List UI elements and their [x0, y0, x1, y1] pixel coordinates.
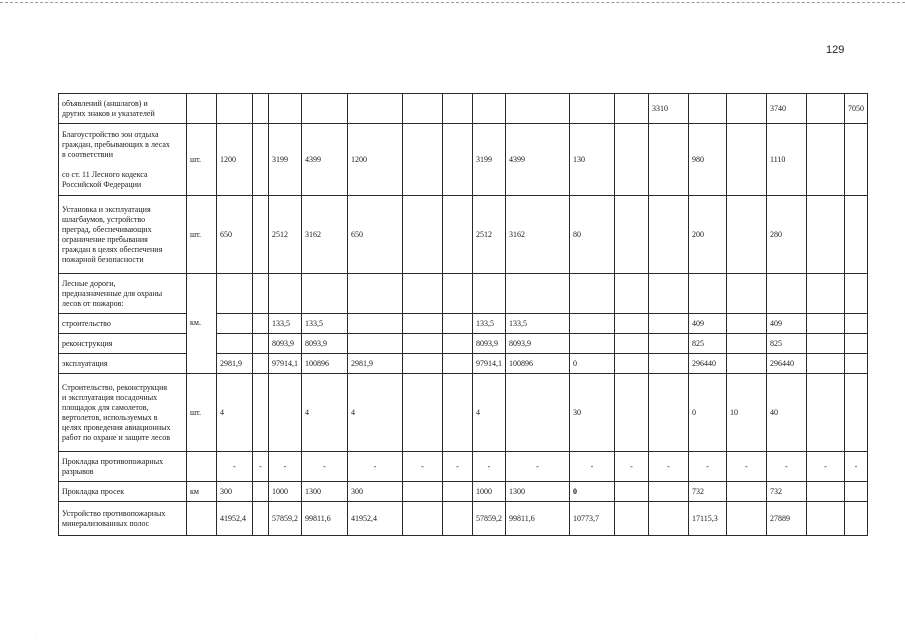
table-cell: 650 [348, 196, 403, 274]
row-label-line: объявлений (аншлагов) и [62, 98, 148, 108]
table-cell: 300 [217, 482, 253, 502]
table-cell: 2512 [269, 196, 302, 274]
table-cell: - [348, 452, 403, 482]
row-label-line: преград, обеспечивающих [62, 224, 152, 234]
row-label-line: и эксплуатация посадочных [62, 392, 158, 402]
table-cell: - [506, 452, 570, 482]
row-label-line: разрывов [62, 466, 94, 476]
table-cell: 41952,4 [217, 502, 253, 536]
table-cell: 2512 [473, 196, 506, 274]
row-label [59, 274, 187, 314]
table-cell [649, 502, 689, 536]
table-cell: 7050 [845, 94, 868, 124]
table-cell [443, 374, 473, 452]
table-cell: 8093,9 [302, 334, 348, 354]
table-cell [187, 502, 217, 536]
table-cell: 650 [217, 196, 253, 274]
row-label-line: других знаков и указателей [62, 108, 155, 118]
table-cell: 1300 [506, 482, 570, 502]
table-cell: 97914,1 [269, 354, 302, 374]
table-cell [727, 314, 767, 334]
table-cell [348, 94, 403, 124]
row-label-line: Прокладка противопожарных [62, 456, 164, 466]
table-cell: 2981,9 [217, 354, 253, 374]
table-cell: - [570, 452, 615, 482]
table-cell [443, 314, 473, 334]
table-cell: - [302, 452, 348, 482]
table-cell: 732 [689, 482, 727, 502]
table-cell [845, 334, 868, 354]
table-cell [348, 314, 403, 334]
table-cell: шт. [187, 124, 217, 196]
table-cell [570, 274, 615, 314]
table-cell: 3162 [506, 196, 570, 274]
table-cell: 409 [689, 314, 727, 334]
table-cell: 4 [217, 374, 253, 452]
table-cell [807, 314, 845, 334]
row-label-line: вертолетов, используемых в [62, 412, 158, 422]
table-cell [269, 274, 302, 314]
row-label-line: в соответствии [62, 149, 113, 159]
table-cell: 3162 [302, 196, 348, 274]
table-cell [253, 482, 269, 502]
table-row [59, 274, 868, 314]
table-cell: 4399 [506, 124, 570, 196]
row-label-line: пожарной безопасности [62, 254, 144, 264]
table-cell: 97914,1 [473, 354, 506, 374]
row-label-line: предназначенные для охраны [62, 288, 163, 298]
table-cell [403, 314, 443, 334]
table-cell [615, 374, 649, 452]
table-cell [443, 94, 473, 124]
table-cell: - [217, 452, 253, 482]
row-label [59, 482, 187, 502]
row-label-line: ограничение пребывания [62, 234, 148, 244]
table-cell: - [727, 452, 767, 482]
page-number: 129 [826, 44, 845, 56]
page-top-border [0, 2, 905, 3]
table-cell: - [689, 452, 727, 482]
row-label-line: реконструкция [62, 338, 113, 348]
table-cell: 0 [570, 482, 615, 502]
table-cell: 200 [689, 196, 727, 274]
table-cell [506, 274, 570, 314]
table-cell: 27889 [767, 502, 807, 536]
table-cell [506, 374, 570, 452]
table-cell: - [443, 452, 473, 482]
row-label [59, 334, 187, 354]
table-cell [253, 354, 269, 374]
table-cell [845, 124, 868, 196]
row-label [59, 124, 187, 196]
table-cell [443, 196, 473, 274]
table-cell [845, 314, 868, 334]
table-cell [302, 94, 348, 124]
table-cell: 825 [689, 334, 727, 354]
table-cell [649, 124, 689, 196]
table-cell [403, 482, 443, 502]
table-cell [845, 274, 868, 314]
table-cell [807, 354, 845, 374]
row-label-line: строительство [62, 318, 111, 328]
table-cell [845, 354, 868, 374]
table-cell [807, 502, 845, 536]
row-label-line: эксплуатация [62, 358, 108, 368]
table-cell: - [845, 452, 868, 482]
table-cell: 1110 [767, 124, 807, 196]
table-cell [767, 274, 807, 314]
table-cell [727, 502, 767, 536]
table-cell [689, 94, 727, 124]
table-cell [473, 274, 506, 314]
table-cell [615, 482, 649, 502]
table-cell [253, 94, 269, 124]
table-cell [649, 354, 689, 374]
table-row [59, 452, 868, 482]
table-cell: 4 [302, 374, 348, 452]
table-cell: 980 [689, 124, 727, 196]
row-label-line: Прокладка просек [62, 486, 125, 496]
table-cell: 10 [727, 374, 767, 452]
table-cell: шт. [187, 196, 217, 274]
table-cell [727, 124, 767, 196]
table-cell [807, 274, 845, 314]
table-cell [727, 482, 767, 502]
table-cell [727, 196, 767, 274]
table-cell: 1000 [473, 482, 506, 502]
table-cell: 3310 [649, 94, 689, 124]
table-cell: 3199 [473, 124, 506, 196]
unit-cell: км. [187, 274, 217, 374]
table-cell [473, 94, 506, 124]
table-cell [649, 196, 689, 274]
table-cell [615, 196, 649, 274]
table-cell [253, 314, 269, 334]
table-cell [403, 274, 443, 314]
row-label [59, 502, 187, 536]
table-cell: 99811,6 [302, 502, 348, 536]
table-cell: 0 [689, 374, 727, 452]
row-label-line: Благоустройство зон отдыха [62, 129, 159, 139]
table-cell: 825 [767, 334, 807, 354]
row-label-line: Российской Федерации [62, 179, 142, 189]
table-cell [845, 196, 868, 274]
table-cell: 732 [767, 482, 807, 502]
table-cell [727, 94, 767, 124]
table-row [59, 124, 868, 196]
table-cell: 80 [570, 196, 615, 274]
row-label-line: граждан в целях обеспечения [62, 244, 163, 254]
row-label [59, 452, 187, 482]
table-cell [443, 334, 473, 354]
table-cell: 1200 [348, 124, 403, 196]
table-cell: - [253, 452, 269, 482]
table-cell [253, 274, 269, 314]
table-cell [253, 374, 269, 452]
table-cell: 1200 [217, 124, 253, 196]
forest-fire-measures-table [58, 93, 868, 536]
table-cell [187, 94, 217, 124]
table-row [59, 502, 868, 536]
table-cell [615, 502, 649, 536]
table-cell: 133,5 [506, 314, 570, 334]
table-cell: 100896 [302, 354, 348, 374]
table-cell [727, 274, 767, 314]
table-cell: 296440 [767, 354, 807, 374]
row-label-line: минерализованных полос [62, 518, 150, 528]
table-cell: 1300 [302, 482, 348, 502]
row-label-line: работ по охране и защите лесов [62, 432, 171, 442]
row-label-line: площадок для самолетов, [62, 402, 149, 412]
row-label-line: Установка и эксплуатация [62, 204, 151, 214]
table-cell [689, 274, 727, 314]
table-row [59, 354, 868, 374]
row-label-line: Устройство противопожарных [62, 508, 166, 518]
table-cell: 133,5 [302, 314, 348, 334]
table-cell [443, 482, 473, 502]
table-cell: 30 [570, 374, 615, 452]
row-label-line [62, 160, 183, 170]
table-row [59, 196, 868, 274]
table-cell: 2981,9 [348, 354, 403, 374]
row-label [59, 196, 187, 274]
row-label [59, 374, 187, 452]
table-cell [570, 314, 615, 334]
table-cell: 8093,9 [506, 334, 570, 354]
table-cell: 8093,9 [269, 334, 302, 354]
table-cell: 99811,6 [506, 502, 570, 536]
table-cell [403, 334, 443, 354]
row-label [59, 354, 187, 374]
table-row [59, 482, 868, 502]
table-cell: 10773,7 [570, 502, 615, 536]
row-label-line: Лесные дороги, [62, 278, 116, 288]
table-cell: 100896 [506, 354, 570, 374]
table-cell: 300 [348, 482, 403, 502]
table-cell [649, 274, 689, 314]
table-cell [807, 334, 845, 354]
table-cell [217, 274, 253, 314]
table-cell [269, 94, 302, 124]
table-cell [403, 94, 443, 124]
table-cell [649, 314, 689, 334]
table-cell: 280 [767, 196, 807, 274]
table-cell [443, 354, 473, 374]
table-cell: 17115,3 [689, 502, 727, 536]
table-cell [649, 334, 689, 354]
table-cell: 1000 [269, 482, 302, 502]
table-cell: 4 [348, 374, 403, 452]
table-cell: - [473, 452, 506, 482]
table-cell [217, 314, 253, 334]
table-cell [570, 94, 615, 124]
table-cell: - [615, 452, 649, 482]
table-row [59, 94, 868, 124]
table-cell: 3740 [767, 94, 807, 124]
table-cell: 57859,2 [269, 502, 302, 536]
table-cell [807, 124, 845, 196]
row-label-line: со ст. 11 Лесного кодекса [62, 169, 148, 179]
row-label [59, 94, 187, 124]
table-cell [403, 196, 443, 274]
table-cell [403, 374, 443, 452]
table-cell [807, 94, 845, 124]
table-cell [348, 334, 403, 354]
table-cell [649, 482, 689, 502]
table-row [59, 314, 868, 334]
table-row [59, 334, 868, 354]
table-cell [187, 452, 217, 482]
table-row [59, 374, 868, 452]
table-cell: 41952,4 [348, 502, 403, 536]
table-cell: 133,5 [473, 314, 506, 334]
table-cell: - [807, 452, 845, 482]
table-cell: - [767, 452, 807, 482]
table-cell [253, 196, 269, 274]
row-label-line: целях проведения авиационных [62, 422, 171, 432]
table-cell [570, 334, 615, 354]
table-cell [615, 354, 649, 374]
table-cell [807, 196, 845, 274]
table-cell [403, 354, 443, 374]
table-cell: км [187, 482, 217, 502]
table-cell [443, 502, 473, 536]
table-cell [269, 374, 302, 452]
table-cell [649, 374, 689, 452]
row-label-line: лесов от пожаров: [62, 298, 124, 308]
row-label-line: Строительство, реконструкция [62, 382, 168, 392]
table-cell: 0 [570, 354, 615, 374]
table-cell: - [649, 452, 689, 482]
table-cell: 296440 [689, 354, 727, 374]
table-cell: 409 [767, 314, 807, 334]
table-cell [302, 274, 348, 314]
table-cell [807, 482, 845, 502]
table-cell: 3199 [269, 124, 302, 196]
table-cell [506, 94, 570, 124]
table-cell: шт. [187, 374, 217, 452]
row-label-line: граждан, пребывающих в лесах [62, 139, 170, 149]
table-cell: - [403, 452, 443, 482]
table-cell [845, 374, 868, 452]
table-cell [348, 274, 403, 314]
table-cell: 130 [570, 124, 615, 196]
table-cell: 8093,9 [473, 334, 506, 354]
table-cell: 4399 [302, 124, 348, 196]
table-cell [615, 274, 649, 314]
table-cell [615, 314, 649, 334]
row-label-line: шлагбаумов, устройство [62, 214, 146, 224]
row-label [59, 314, 187, 334]
table-cell: 4 [473, 374, 506, 452]
table-cell [217, 334, 253, 354]
table-cell [253, 124, 269, 196]
scan-mark: · [36, 633, 38, 639]
table-cell: 133,5 [269, 314, 302, 334]
table-cell [403, 124, 443, 196]
table-cell [845, 502, 868, 536]
table-cell [727, 354, 767, 374]
table-cell [217, 94, 253, 124]
table-cell [443, 274, 473, 314]
table-cell: 57859,2 [473, 502, 506, 536]
table-cell [845, 482, 868, 502]
table-cell [615, 94, 649, 124]
table-cell [615, 334, 649, 354]
table-cell: 40 [767, 374, 807, 452]
table-cell [253, 334, 269, 354]
table-cell [807, 374, 845, 452]
table-cell [403, 502, 443, 536]
table-cell [253, 502, 269, 536]
table-cell [727, 334, 767, 354]
table-cell: - [269, 452, 302, 482]
table-cell [615, 124, 649, 196]
table-cell [443, 124, 473, 196]
